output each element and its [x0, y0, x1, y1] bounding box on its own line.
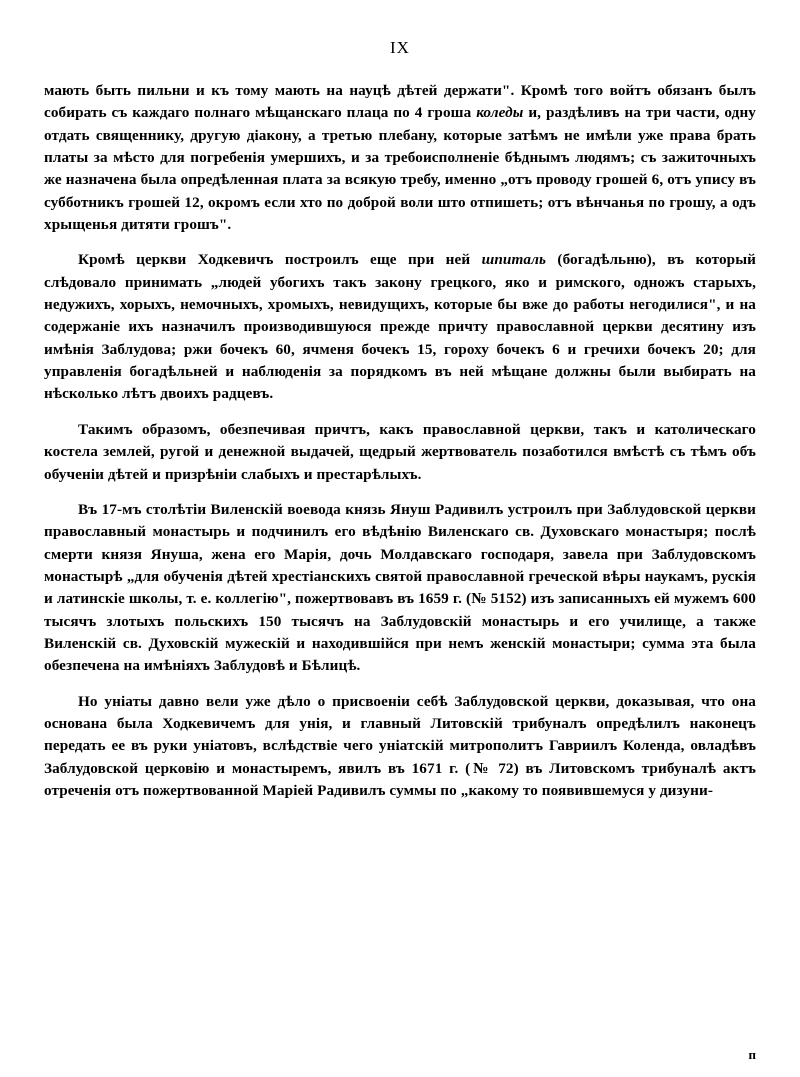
paragraph: [44, 419, 756, 486]
text-run: Кромѣ церкви Ходкевичъ построилъ еще при ней: [78, 251, 482, 269]
text-run: Но уніаты давно вели уже дѣло о присвоеніи себѣ Заблудовской церкви, доказывая, что она основана была Ходкевичемъ для унія, и главный Литовскій трибуналъ опредѣлилъ наконецъ передать ее въ руки уніатовъ, вслѣдствіе чего уніатскій митрополитъ Гавриилъ Коленда, овладѣвъ Заблудовской церковію и монастыремъ, явилъ въ 1671 г. (№ 72) въ Литовскомъ трибуналѣ актъ отреченія отъ пожертвованной Маріей Радивилъ суммы по „какому то появившемуся у дизуни-: [44, 692, 756, 799]
text-run: мають быть пильни и къ тому мають на науцѣ дѣтей держати". Кромѣ того войтъ обязанъ былъ собирать съ каждаго полнаго мѣщанскаго плаца по 4 гроша: [44, 82, 756, 122]
paragraph: [44, 499, 756, 678]
text-run: и, раздѣливъ на три части, одну отдать священнику, другую діакону, а третью плебану, которые затѣмъ не имѣли уже права брать платы за мѣсто для погребенія умершихъ, и за требоисполненіе бѣднымъ людямъ; съ зажиточныхъ же назначена была опредѣленная плата за всякую требу, именно „отъ проводу грошей 6, отъ упису въ субботникъ грошей 12, окромъ если хто по доброй воли што отпишеть; отъ вѣнчанья по грошу, а одъ хрыщенья дитяти грошъ".: [44, 104, 757, 234]
emphasized-term: шпиталь: [481, 251, 547, 269]
emphasized-term: коледы: [476, 104, 524, 122]
signature-mark: п: [748, 1047, 756, 1062]
text-run: (богадѣльню), въ который слѣдовало принимать „людей убогихъ такъ закону грецкого, яко и римского, одножъ старыхъ, недужихъ, хорыхъ, немочныхъ, хромыхъ, невидущихъ, которые бы вже до работы негодилися", и на содержаніе ихъ назначилъ производившуюся прежде причту православной церкви десятину изъ имѣнія Заблудова; ржи бочекъ 60, ячменя бочекъ 15, гороху бочекъ 6 и гречихи бочекъ 20; для управленія богадѣльней и наблюденія за порядкомъ въ ней мѣщане должны были выбирать на нѣсколько лѣтъ двоихъ радцевъ.: [44, 251, 757, 403]
paragraph: [44, 691, 756, 803]
text-run: Въ 17-мъ столѣтіи Виленскій воевода князь Януш Радивилъ устроилъ при Заблудовской церкви православный монастырь и подчинилъ его вѣдѣнію Виленскаго св. Духовскаго монастыря; послѣ смерти князя Януша, жена его Марія, дочь Молдавскаго господаря, завела при Заблудовскомъ монастырѣ „для обученія дѣтей хрестіанскихъ святой православной греческой вѣры наукамъ, рускія и латинскіе школы, т. е. коллегію", пожертвовавъ въ 1659 г. (№ 5152) изъ записанныхъ ей мужемъ 600 тысячъ злотыхъ польскихъ 150 тысячъ на Заблудовскій монастырь и его училище, а также Виленскій св. Духовскій мужескій и находившійся при немъ женскій монастыри; сумма эта была обезпечена на имѣніяхъ Заблудовѣ и Бѣлицѣ.: [44, 500, 756, 675]
page-body: [44, 80, 756, 802]
paragraph: [44, 249, 756, 405]
text-run: Такимъ образомъ, обезпечивая причтъ, какъ православной церкви, такъ и католическаго костела землей, ругой и денежной выдачей, щедрый жертвователь позаботился вмѣстѣ съ тѣмъ объ обученіи дѣтей и призрѣніи слабыхъ и престарѣлыхъ.: [44, 420, 756, 483]
paragraph: [44, 80, 756, 236]
page-number: IX: [390, 38, 410, 57]
